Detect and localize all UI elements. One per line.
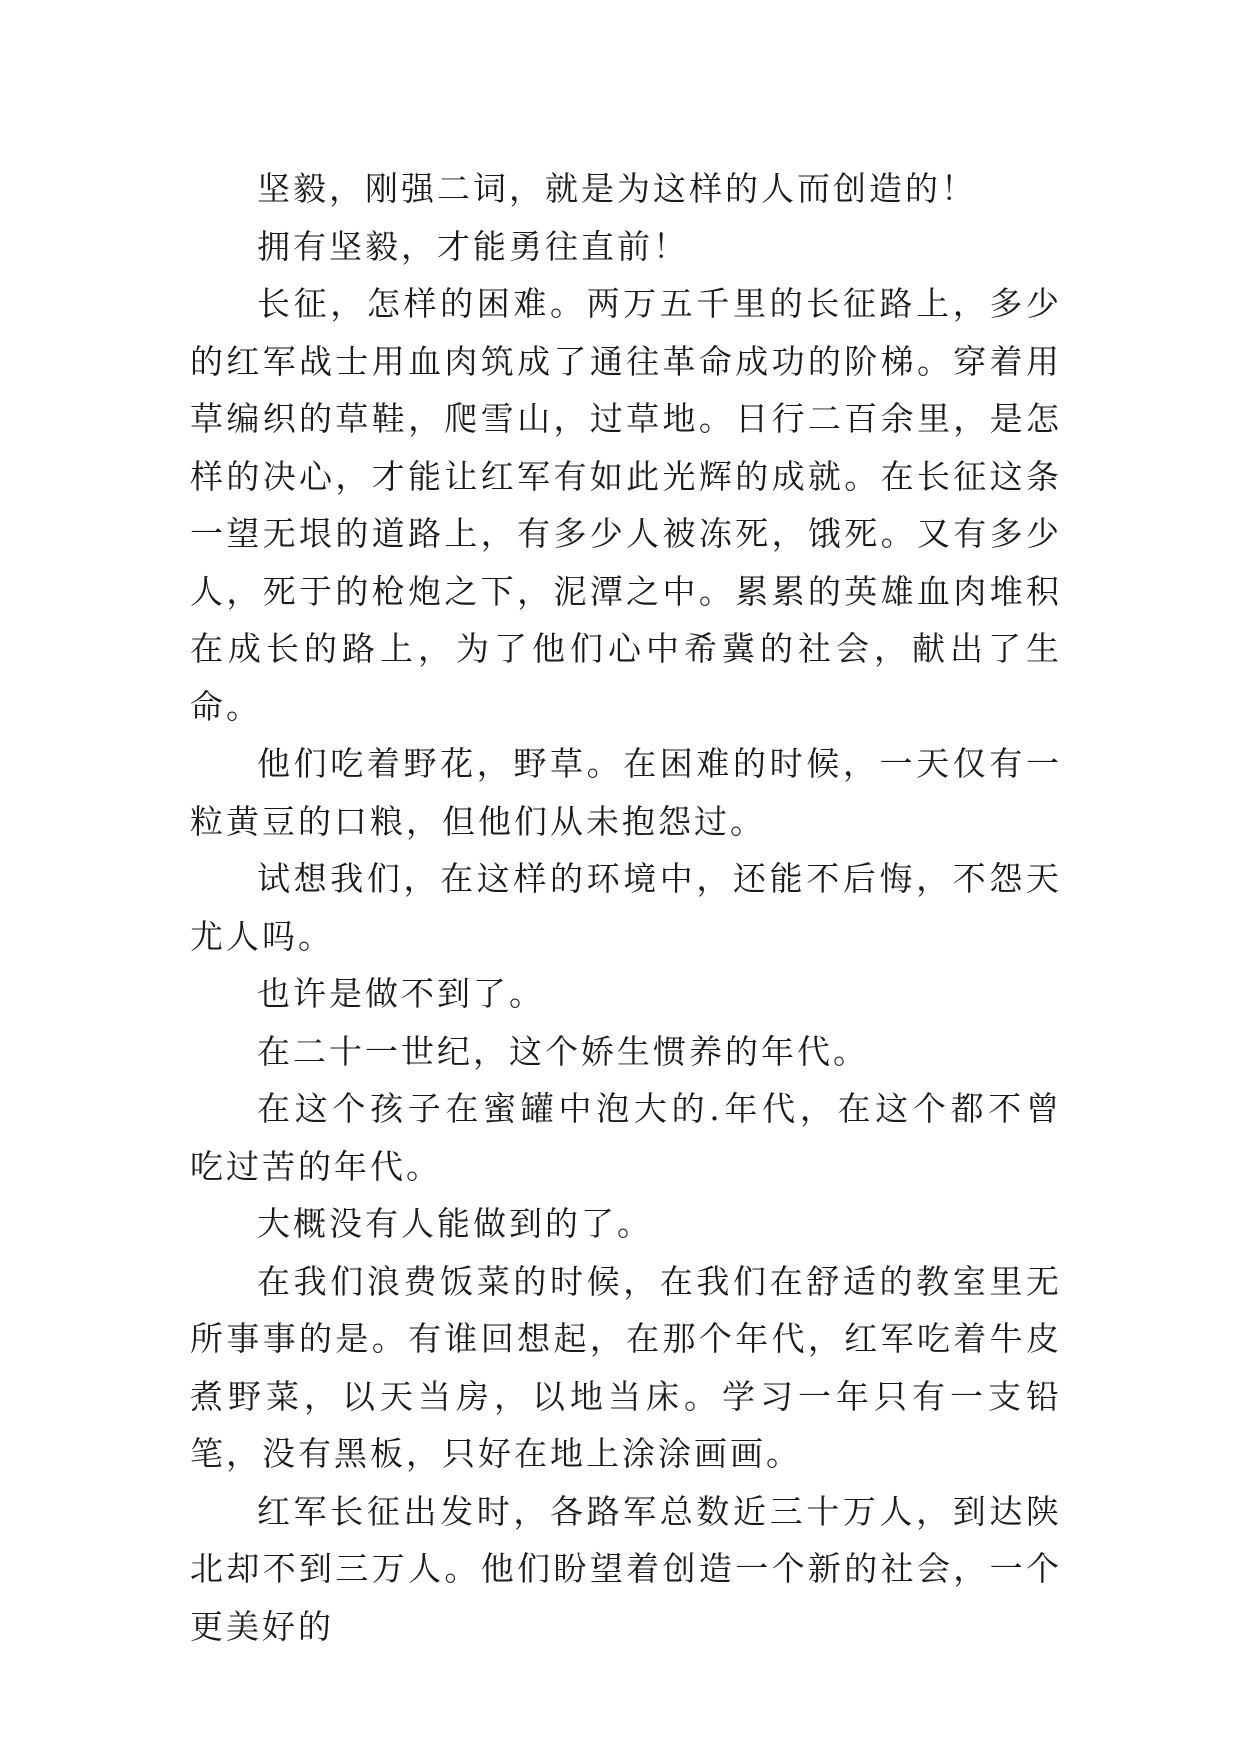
paragraph-8: 在这个孩子在蜜罐中泡大的.年代，在这个都不曾吃过苦的年代。 [190, 1089, 1062, 1186]
paragraph-4: 他们吃着野花，野草。在困难的时候，一天仅有一粒黄豆的口粮，但他们从未抱怨过。 [190, 744, 1062, 841]
paragraph-9: 大概没有人能做到的了。 [257, 1204, 653, 1243]
document-body [190, 160, 1062, 1655]
paragraph-11: 红军长征出发时，各路军总数近三十万人，到达陕北却不到三万人。他们盼望着创造一个新的社会，一个更美好的 [190, 1491, 1062, 1646]
paragraph-6: 也许是做不到了。 [257, 974, 545, 1013]
paragraph-2: 拥有坚毅，才能勇往直前！ [257, 226, 689, 266]
paragraph-7: 在二十一世纪，这个娇生惯养的年代。 [257, 1031, 869, 1071]
paragraph-10: 在我们浪费饭菜的时候，在我们在舒适的教室里无所事事的是。有谁回想起，在那个年代，红军吃着牛皮煮野菜，以天当房，以地当床。学习一年只有一支铅笔，没有黑板，只好在地上涂涂画画。 [190, 1261, 1062, 1473]
paragraph-3: 长征，怎样的困难。两万五千里的长征路上，多少的红军战士用血肉筑成了通往革命成功的阶梯。穿着用草编织的草鞋，爬雪山，过草地。日行二百余里，是怎样的决心，才能让红军有如此光辉的成就。在长征这条一望无垠的道路上，有多少人被冻死，饿死。又有多少人，死于的枪炮之下，泥潭之中。累累的英雄血肉堆积在成长的路上，为了他们心中希冀的社会，献出了生命。 [190, 284, 1062, 726]
paragraph-1: 坚毅，刚强二词，就是为这样的人而创造的！ [257, 169, 977, 208]
paragraph-5: 试想我们，在这样的环境中，还能不后悔，不怨天尤人吗。 [190, 859, 1062, 956]
